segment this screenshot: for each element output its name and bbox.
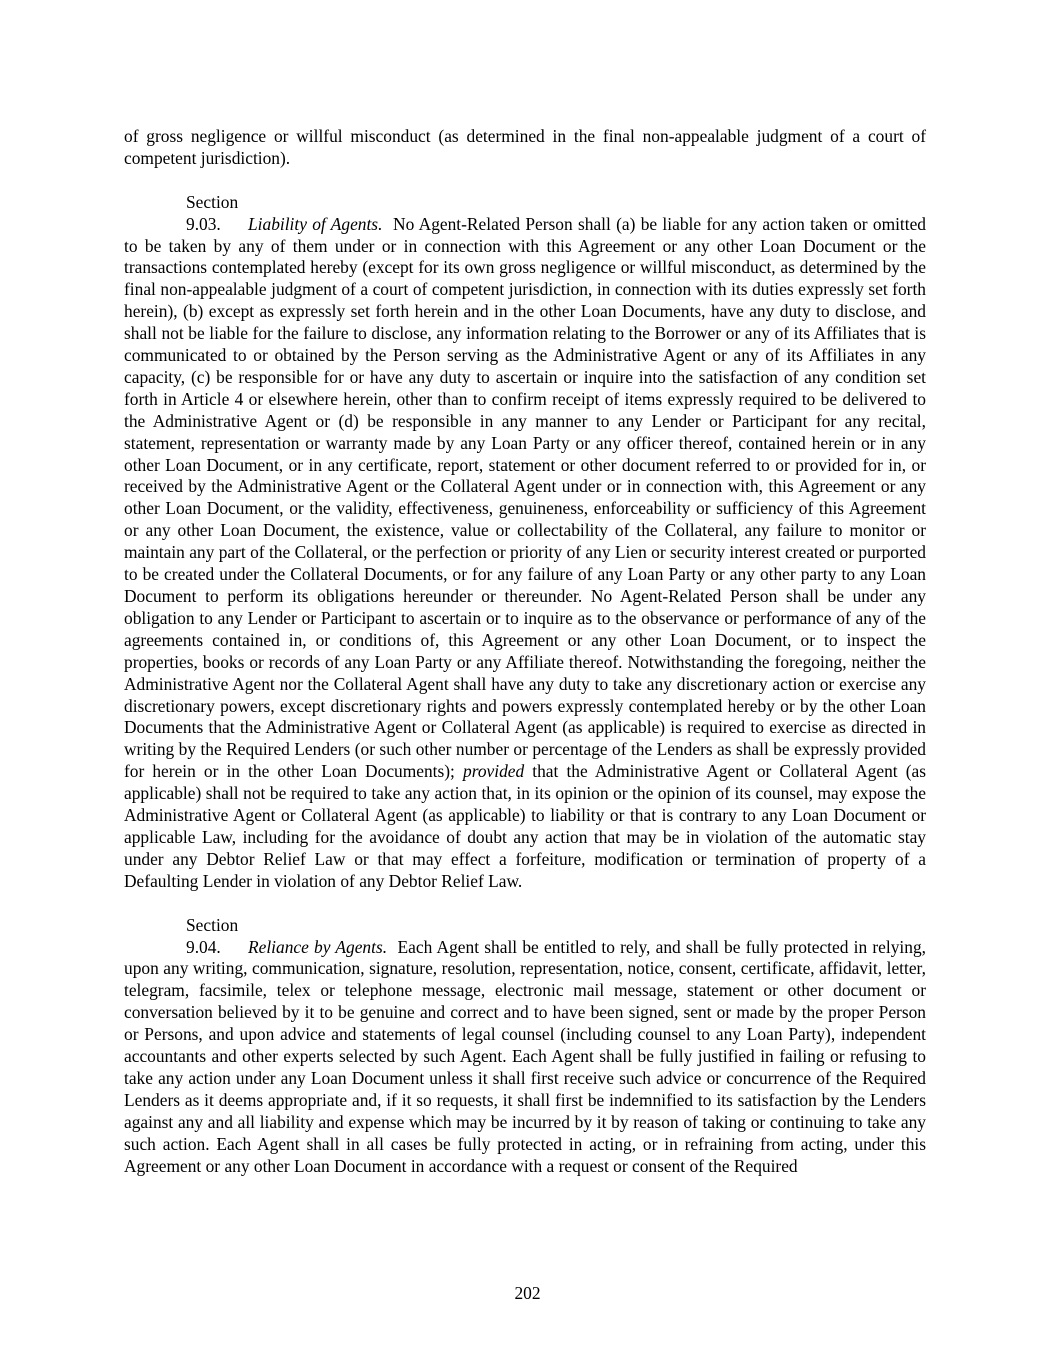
section-title: Reliance by Agents. [248,936,388,957]
section-9-04-paragraph [124,915,926,1178]
page-number: 202 [514,1283,541,1303]
section-title: Liability of Agents. [248,213,383,234]
section-9-03-paragraph [124,192,926,893]
section-body-continued: that the Administrative Agent or Collateral Agent (as applicable) shall not be required to take any action that, in its opinion or the opinion of its counsel, may expose the Administrative Agent or Collateral Agent (as applicable) to liability or that is contrary to any Loan Document or applicable Law, including for the avoidance of doubt any action that may be in violation of the automatic stay under any Debtor Relief Law or that may effect a forfeiture, modification or termination of property of a Defaulting Lender in violation of any Debtor Relief Law. [124,761,926,891]
section-number: Section 9.04. [186,914,239,957]
section-number: Section 9.03. [186,191,239,234]
proviso-term: provided [463,761,525,782]
section-body: No Agent-Related Person shall (a) be liable for any action taken or omitted to be taken by any of them under or in connection with this Agreement or any other Loan Document or the transactions contemplated hereby (except for its own gross negligence or willful misconduct, as determined by the final non-appealable judgment of a court of competent jurisdiction, in connection with its duties expressly set forth herein), (b) except as expressly set forth herein and in the other Loan Documents, have any duty to disclose, and shall not be liable for the failure to disclose, any information relating to the Borrower or any of its Affiliates that is communicated to or obtained by the Person serving as the Administrative Agent or any of its Affiliates in any capacity, (c) be responsible for or have any duty to ascertain or inquire into the satisfaction of any condition set forth in Article 4 or elsewhere herein, other than to confirm receipt of items expressly required to be delivered to the Administrative Agent or (d) be responsible in any manner to any Lender or Participant for any recital, statement, representation or warranty made by any Loan Party or any officer thereof, contained herein or in any other Loan Document, or in any certificate, report, statement or other document referred to or provided for in, or received by the Administrative Agent or the Collateral Agent under or in connection with, this Agreement or any other Loan Document, or the validity, effectiveness, genuineness, enforceability or sufficiency of this Agreement or any other Loan Document, the existence, value or collectability of the Collateral, any failure to monitor or maintain any part of the Collateral, or the perfection or priority of any Lien or security interest created or purported to be created under the Collateral Documents, or for any failure of any Loan Party or any other party to any Loan Document to perform its obligations hereunder or thereunder. No Agent-Related Person shall be under any obligation to any Lender or Participant to ascertain or to inquire as to the observance or performance of any of the agreements contained in, or conditions of, this Agreement or any other Loan Document, or to inspect the properties, books or records of any Loan Party or any Affiliate thereof. Notwithstanding the foregoing, neither the Administrative Agent nor the Collateral Agent shall have any duty to take any discretionary action or exercise any discretionary powers, except discretionary rights and powers expressly contemplated hereby or by the other Loan Documents that the Administrative Agent or Collateral Agent (as applicable) is required to exercise as directed in writing by the Required Lenders (or such other number or percentage of the Lenders as shall be expressly provided for herein or in the other Loan Documents); [124,213,927,782]
document-page [124,126,926,1177]
section-body: Each Agent shall be entitled to rely, and shall be fully protected in relying, upon any writing, communication, signature, resolution, representation, notice, consent, certificate, affidavit, letter, telegram, facsimile, telex or telephone message, electronic mail message, statement or other document or conversation believed by it to be genuine and correct and to have been signed, sent or made by the proper Person or Persons, and upon advice and statements of legal counsel (including counsel to any Loan Party), independent accountants and other experts selected by such Agent. Each Agent shall be fully justified in failing or refusing to take any action under any Loan Document unless it shall first receive such advice or concurrence of the Required Lenders as it deems appropriate and, if it so requests, it shall first be indemnified to its satisfaction by the Lenders against any and all liability and expense which may be incurred by it by reason of taking or continuing to take any such action. Each Agent shall in all cases be fully protected in acting, or in refraining from acting, under this Agreement or any other Loan Document in accordance with a request or consent of the Required [124,936,926,1176]
continuation-paragraph: of gross negligence or willful misconduct (as determined in the final non-appealable judgment of a court of competent jurisdiction). [124,126,926,168]
